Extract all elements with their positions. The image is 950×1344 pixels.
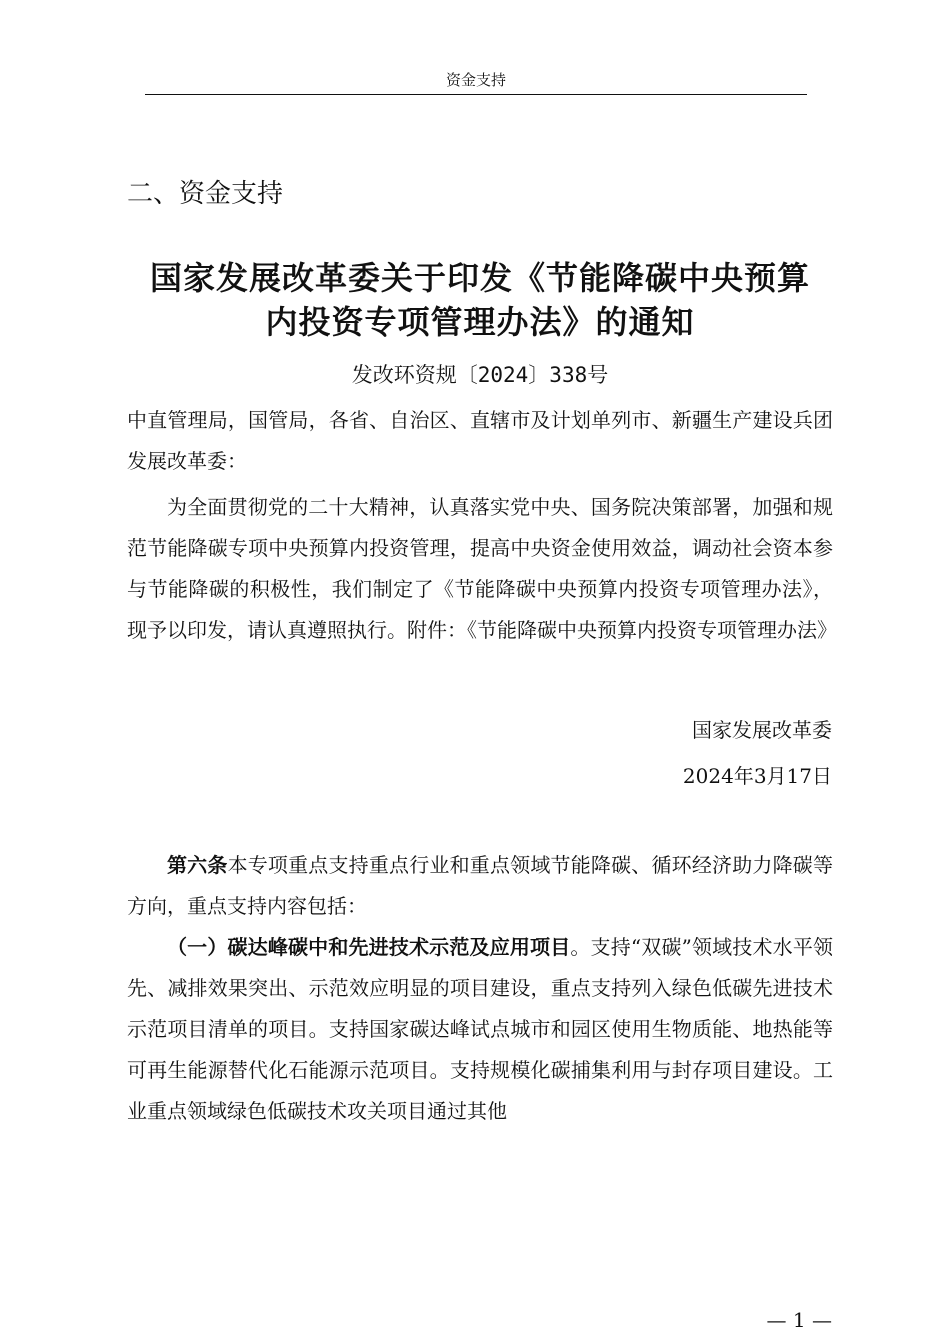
notice-body (127, 487, 837, 651)
signature-organization: 国家发展改革委 (692, 718, 832, 742)
section-heading: 二、资金支持 (127, 179, 284, 209)
article-paragraph (127, 845, 833, 927)
article-text: 本专项重点支持重点行业和重点领域节能降碳、循环经济助力降碳等方向，重点支持内容包括： (127, 853, 833, 918)
page-number: — 1 — (766, 1308, 832, 1332)
header-rule (145, 94, 807, 95)
notice-body-text: 为全面贯彻党的二十大精神，认真落实党中央、国务院决策部署，加强和规范节能降碳专项中央预算内投资管理，提高中央资金使用效益，调动社会资本参与节能降碳的积极性，我们制定了《节能降碳中央预算内投资专项管理办法》，现予以印发，请认真遵照执行。附件：《节能降碳中央预算内投资专项管理办法》 (127, 495, 837, 642)
document-title (100, 256, 860, 344)
article-item-label: （一）碳达峰碳中和先进技术示范及应用项目 (167, 935, 571, 959)
addressee (127, 400, 833, 482)
addressee-text: 中直管理局，国管局，各省、自治区、直辖市及计划单列市、新疆生产建设兵团发展改革委： (127, 408, 833, 473)
title-line-1: 国家发展改革委关于印发《节能降碳中央预算 (149, 259, 810, 297)
article-item (127, 927, 833, 1132)
article-label: 第六条 (167, 853, 228, 877)
running-header: 资金支持 (445, 71, 506, 89)
signature-date: 2024年3月17日 (682, 764, 832, 788)
title-line-2: 内投资专项管理办法》的通知 (265, 303, 695, 341)
document-number: 发改环资规〔2024〕338号 (351, 363, 609, 387)
article-six (127, 845, 833, 1132)
article-item-text: 。支持“双碳”领域技术水平领先、减排效果突出、示范效应明显的项目建设，重点支持列入绿色低碳先进技术示范项目清单的项目。支持国家碳达峰试点城市和园区使用生物质能、地热能等可再生能源替代化石能源示范项目。支持规模化碳捕集利用与封存项目建设。工业重点领域绿色低碳技术攻关项目通过其他 (127, 935, 834, 1123)
